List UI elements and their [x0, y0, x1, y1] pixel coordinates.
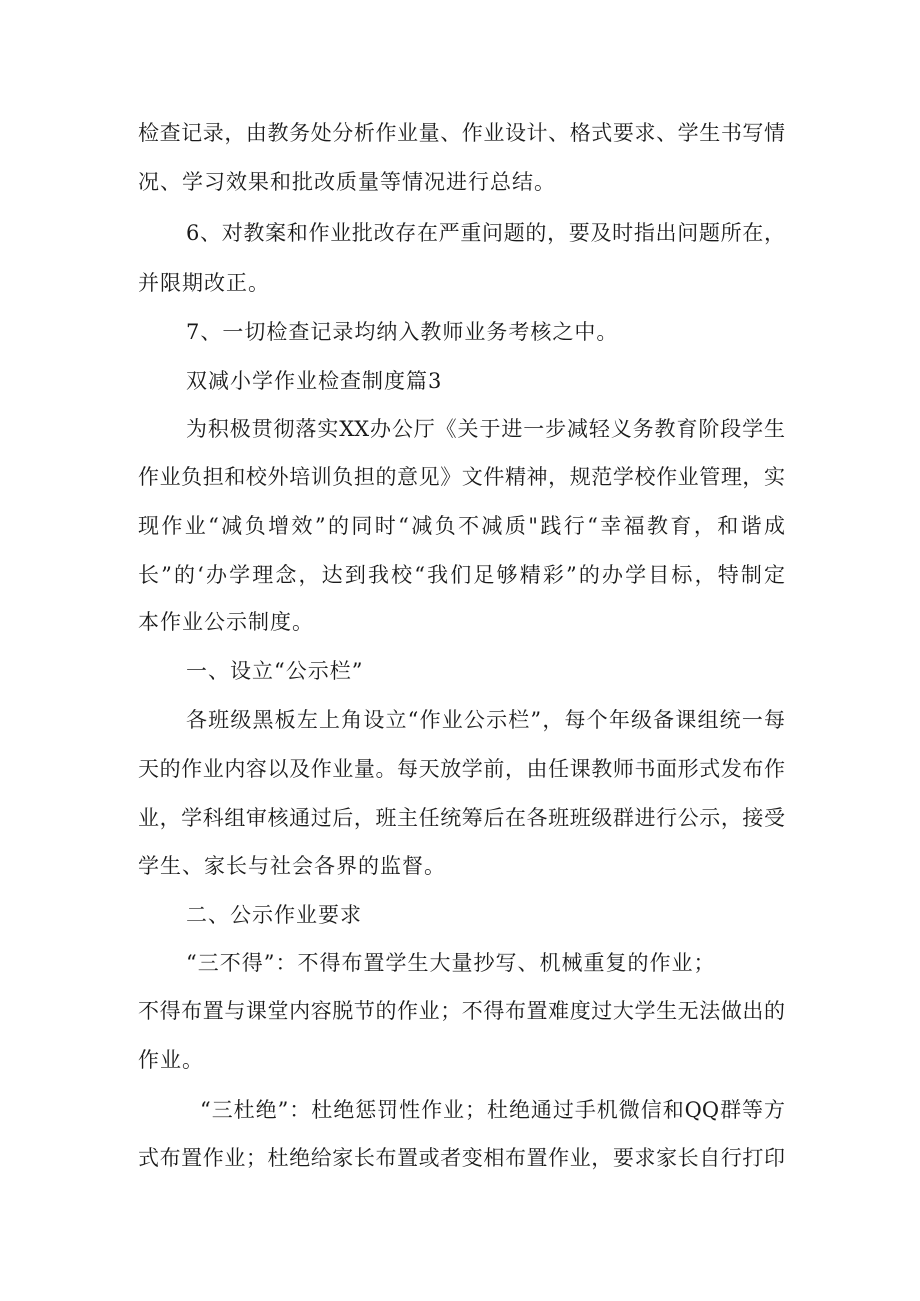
paragraph-line: 式布置作业；杜绝给家长布置或者变相布置作业，要求家长自行打印	[138, 1146, 785, 1170]
section-heading: 双减小学作业检查制度篇3	[186, 369, 443, 393]
section-heading: 二、公示作业要求	[186, 903, 362, 927]
paragraph-line: 作业负担和校外培训负担的意见》文件精神，规范学校作业管理，实	[138, 465, 785, 489]
paragraph-line: 并限期改正。	[138, 271, 270, 295]
paragraph-line: 天的作业内容以及作业量。每天放学前，由任课教师书面形式发布作	[138, 757, 785, 781]
paragraph-line: 现作业“减负增效”的同时“减负不减质"践行“幸福教育，和谐成	[138, 514, 785, 538]
paragraph-line: 况、学习效果和批改质量等情况进行总结。	[138, 170, 556, 194]
paragraph-line: 检查记录，由教务处分析作业量、作业设计、格式要求、学生书写情	[138, 121, 785, 145]
paragraph-line: 7、一切检查记录均纳入教师业务考核之中。	[186, 320, 619, 344]
section-heading: 一、设立“公示栏”	[186, 659, 364, 683]
paragraph-line: 作业。	[138, 1048, 204, 1072]
paragraph-line: “三杜绝”：杜绝惩罚性作业；杜绝通过手机微信和QQ群等方	[200, 1098, 785, 1122]
paragraph-line: 业，学科组审核通过后，班主任统筹后在各班班级群进行公示，接受	[138, 806, 785, 830]
paragraph-line: 不得布置与课堂内容脱节的作业；不得布置难度过大学生无法做出的	[138, 999, 785, 1023]
paragraph-line: 6、对教案和作业批改存在严重问题的，要及时指出问题所在，	[186, 221, 785, 245]
paragraph-line: “三不得”：不得布置学生大量抄写、机械重复的作业；	[186, 951, 716, 975]
paragraph-line: 长”的‘办学理念，达到我校“我们足够精彩”的办学目标，特制定	[138, 563, 785, 587]
paragraph-line: 本作业公示制度。	[138, 610, 314, 634]
paragraph-line: 各班级黑板左上角设立“作业公示栏”，每个年级备课组统一每	[186, 708, 785, 732]
paragraph-line: 为积极贯彻落实XX办公厅《关于进一步减轻义务教育阶段学生	[186, 417, 785, 441]
paragraph-line: 学生、家长与社会各界的监督。	[138, 854, 446, 878]
